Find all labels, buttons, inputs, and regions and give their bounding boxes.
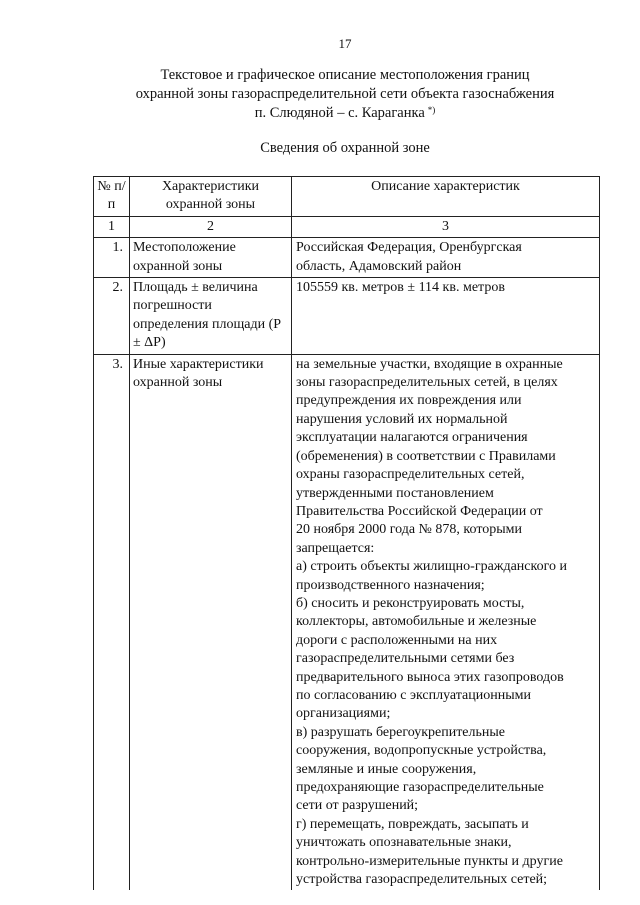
section-subtitle: Сведения об охранной зоне <box>260 140 430 156</box>
row-description <box>292 278 600 355</box>
table-row <box>94 354 600 890</box>
description-line: б) сносить и реконструировать мосты, <box>296 595 525 611</box>
column-number-row <box>94 216 600 237</box>
description-line: нарушения условий их нормальной <box>296 411 508 427</box>
header-num: № п/п <box>94 177 130 217</box>
description-line: устройства газораспределительных сетей; <box>296 872 548 888</box>
description-line: производственного назначения; <box>296 577 485 593</box>
column-number: 3 <box>292 216 600 237</box>
table-header-row <box>94 177 600 217</box>
description-line: организациями; <box>296 706 391 722</box>
title-line <box>0 104 640 123</box>
description-line: сооружения, водопропускные устройства, <box>296 743 547 759</box>
description-line: Правительства Российской Федерации от <box>296 503 543 519</box>
description-line: дороги с расположенными на них <box>296 632 498 648</box>
row-characteristic: Площадь ± величина погрешности определения площади (Р ± ΔР) <box>130 278 292 355</box>
description-line: предохраняющие газораспределительные <box>296 780 544 795</box>
row-characteristic: Иные характеристики охранной зоны <box>130 354 292 890</box>
row-description <box>292 354 600 890</box>
description-line: на земельные участки, входящие в охранные <box>296 356 563 372</box>
document-title <box>0 66 640 123</box>
description-line: газораспределительными сетями без <box>296 651 515 667</box>
zone-info-table <box>93 176 600 890</box>
footnote-mark: *) <box>427 105 436 115</box>
description-line: Российская Федерация, Оренбургская <box>296 240 522 256</box>
description-line: а) строить объекты жилищно-гражданского и <box>296 559 567 575</box>
column-number: 1 <box>94 216 130 237</box>
row-num: 1. <box>94 238 130 278</box>
description-line: охраны газораспределительных сетей, <box>296 467 525 483</box>
title-line-text: п. Слюдяной – с. Караганка <box>254 105 425 121</box>
row-characteristic: Местоположение охранной зоны <box>130 238 292 278</box>
description-line: в) разрушать берегоукрепительные <box>296 724 506 740</box>
description-line: утвержденными постановлением <box>296 485 494 501</box>
description-line: 105559 кв. метров ± 114 кв. метров <box>296 280 505 296</box>
description-line: контрольно-измерительные пункты и другие <box>296 853 563 869</box>
row-num: 2. <box>94 278 130 355</box>
description-line: г) перемещать, повреждать, засыпать и <box>296 816 529 832</box>
description-line: предупреждения их повреждения или <box>296 393 522 409</box>
header-description: Описание характеристик <box>292 177 600 217</box>
description-line: эксплуатации налагаются ограничения <box>296 430 528 446</box>
page-number: 17 <box>338 36 352 51</box>
header-characteristic: Характеристики охранной зоны <box>130 177 292 217</box>
description-line: уничтожать опознавательные знаки, <box>296 835 512 851</box>
description-line: запрещается: <box>296 540 375 556</box>
description-line: коллекторы, автомобильные и железные <box>296 614 537 630</box>
description-line: по согласованию с эксплуатационными <box>296 687 531 703</box>
row-num: 3. <box>94 354 130 890</box>
description-line: зоны газораспределительных сетей, в целях <box>296 375 558 391</box>
description-line: предварительного выноса этих газопроводов <box>296 669 564 685</box>
description-line: 20 ноября 2000 года № 878, которыми <box>296 522 523 538</box>
column-number: 2 <box>130 216 292 237</box>
table-row <box>94 278 600 355</box>
description-line: земляные и иные сооружения, <box>296 761 477 777</box>
description-line: сети от разрушений; <box>296 798 419 814</box>
title-line: Текстовое и графическое описание местоположения границ <box>160 67 530 83</box>
title-line: охранной зоны газораспределительной сети объекта газоснабжения <box>135 86 555 102</box>
table-row <box>94 238 600 278</box>
description-line: область, Адамовский район <box>296 258 462 274</box>
description-line: (обременения) в соответствии с Правилами <box>296 448 556 464</box>
row-description <box>292 238 600 278</box>
